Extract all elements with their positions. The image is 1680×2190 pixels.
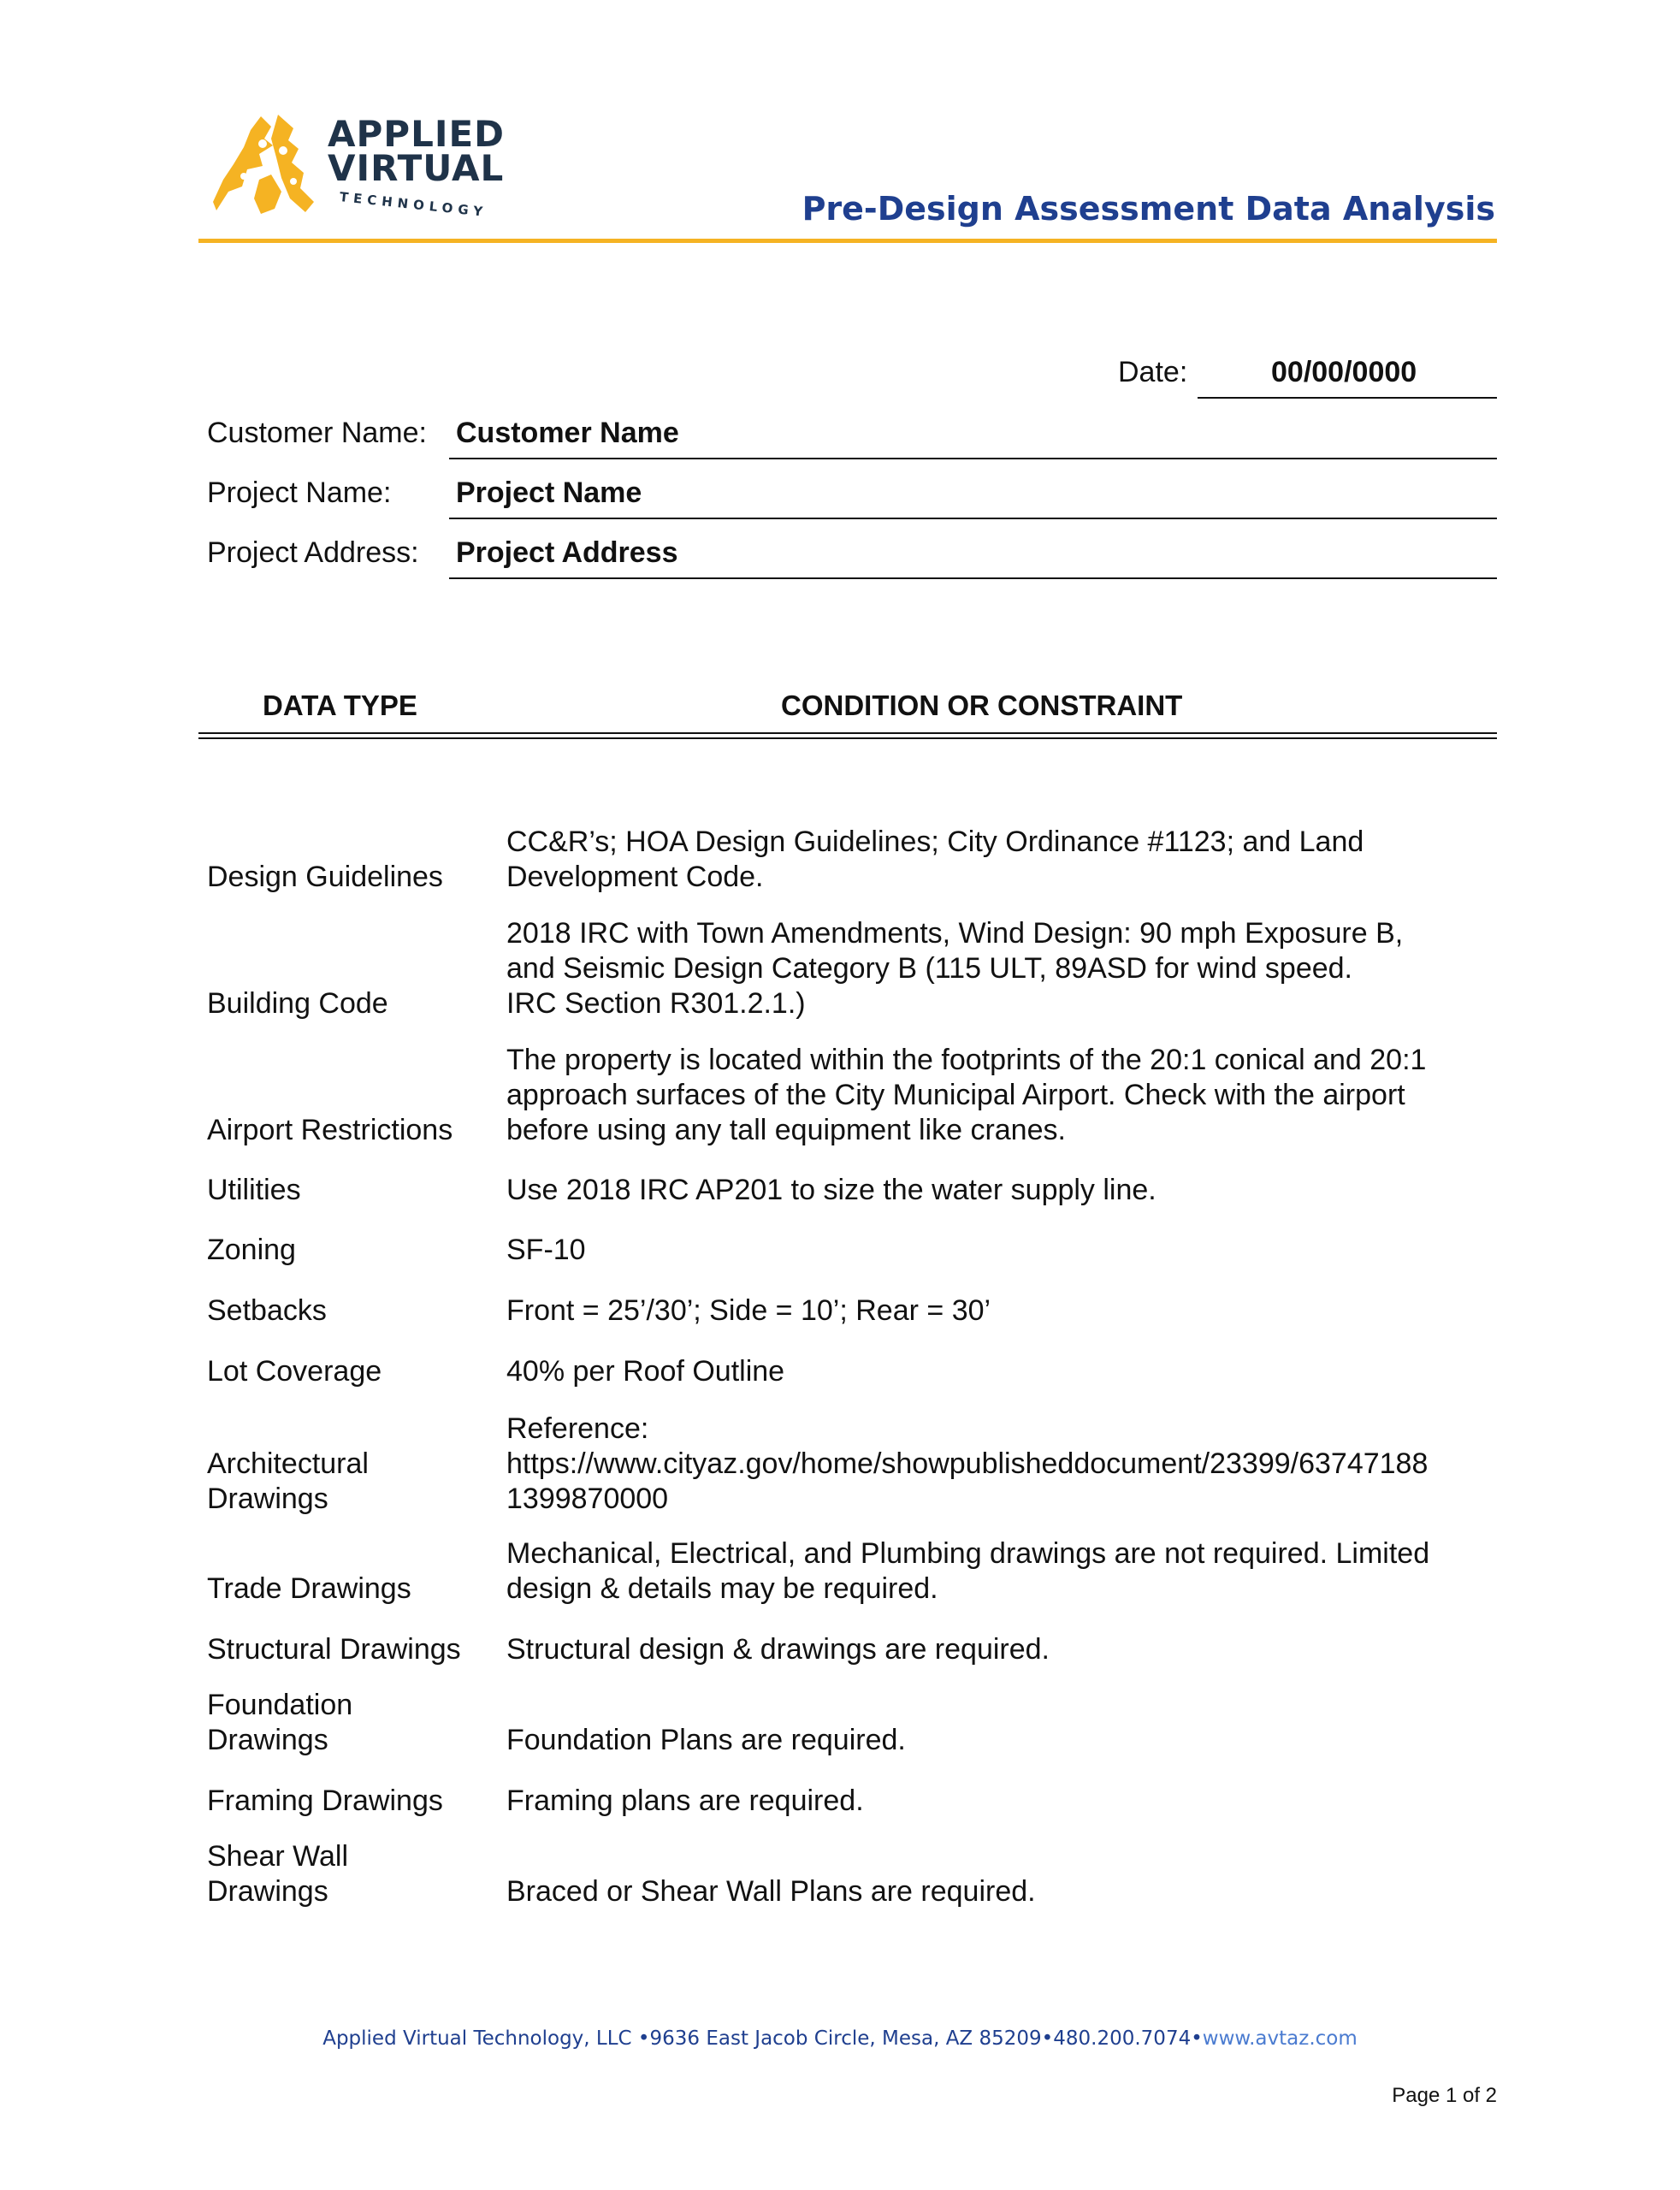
table-row xyxy=(207,1043,1490,1148)
footer-website-link[interactable]: www.avtaz.com xyxy=(1202,2027,1358,2050)
data-type-cell: Zoning xyxy=(207,1234,296,1266)
condition-cell xyxy=(506,1173,1490,1208)
date-label: Date: xyxy=(1118,356,1188,388)
condition-line: 1399870000 xyxy=(506,1483,669,1515)
footer-address: 9636 East Jacob Circle, Mesa, AZ 85209 xyxy=(649,2027,1042,2050)
data-type-cell: Airport Restrictions xyxy=(207,1114,453,1146)
date-value: 00/00/0000 xyxy=(1271,356,1417,388)
data-type-cell: Structural Drawings xyxy=(207,1633,461,1666)
condition-cell xyxy=(506,1723,1490,1758)
data-type-cell: Setbacks xyxy=(207,1294,327,1327)
condition-line: Front = 25’/30’; Side = 10’; Rear = 30’ xyxy=(506,1294,991,1327)
customer-name-value: Customer Name xyxy=(456,417,679,449)
customer-name-underline xyxy=(449,458,1497,459)
table-row xyxy=(207,1839,1490,1909)
column-header-data-type: DATA TYPE xyxy=(263,690,417,721)
column-header-condition: CONDITION OR CONSTRAINT xyxy=(781,690,1183,721)
data-type-line: Shear Wall xyxy=(207,1840,349,1873)
condition-line: Reference: xyxy=(506,1412,649,1445)
condition-cell xyxy=(506,1632,1490,1667)
condition-line: Development Code. xyxy=(506,861,764,893)
logo-text-technology: TECHNOLOGY xyxy=(339,189,488,221)
condition-line: SF-10 xyxy=(506,1234,586,1266)
condition-cell xyxy=(506,1043,1490,1148)
condition-line: design & details may be required. xyxy=(506,1572,938,1605)
project-name-underline xyxy=(449,518,1497,519)
data-type-cell: Lot Coverage xyxy=(207,1355,382,1388)
table-row xyxy=(207,1412,1490,1517)
condition-line: 40% per Roof Outline xyxy=(506,1355,785,1388)
table-row xyxy=(207,1173,1490,1208)
table-row xyxy=(207,1536,1490,1607)
table-row xyxy=(207,1688,1490,1758)
footer-bullet: • xyxy=(637,2027,650,2050)
header-divider xyxy=(198,239,1497,243)
company-logo xyxy=(210,110,518,221)
condition-line: CC&R’s; HOA Design Guidelines; City Ordinance #1123; and Land xyxy=(506,826,1364,858)
condition-line: The property is located within the footprints of the 20:1 conical and 20:1 xyxy=(506,1044,1427,1076)
footer-company: Applied Virtual Technology, LLC xyxy=(322,2027,632,2050)
condition-cell xyxy=(506,916,1490,1021)
condition-line: Use 2018 IRC AP201 to size the water supply line. xyxy=(506,1174,1156,1206)
logo-text-applied: APPLIED xyxy=(328,113,506,155)
table-row xyxy=(207,916,1490,1021)
project-address-label: Project Address: xyxy=(207,536,419,569)
condition-line: Structural design & drawings are required. xyxy=(506,1633,1050,1666)
data-type-cell: Design Guidelines xyxy=(207,861,443,893)
condition-line: IRC Section R301.2.1.) xyxy=(506,987,806,1020)
condition-line: https://www.cityaz.gov/home/showpublisheddocument/23399/63747188 xyxy=(506,1447,1429,1480)
data-type-cell: Utilities xyxy=(207,1174,301,1206)
condition-line: before using any tall equipment like cranes. xyxy=(506,1114,1066,1146)
data-type-cell: Trade Drawings xyxy=(207,1572,411,1605)
condition-line: 2018 IRC with Town Amendments, Wind Design: 90 mph Exposure B, xyxy=(506,917,1404,950)
project-name-label: Project Name: xyxy=(207,476,392,509)
project-name-value: Project Name xyxy=(456,476,642,509)
logo-mark-icon xyxy=(210,110,329,221)
table-header-rule-bottom xyxy=(198,737,1497,739)
condition-cell xyxy=(506,1874,1490,1909)
condition-line: Framing plans are required. xyxy=(506,1785,864,1817)
table-row xyxy=(207,1233,1490,1268)
footer-bullet: • xyxy=(1041,2027,1054,2050)
project-address-underline xyxy=(449,577,1497,579)
project-address-value: Project Address xyxy=(456,536,678,569)
footer-bullet: • xyxy=(1191,2027,1203,2050)
condition-cell xyxy=(506,1354,1490,1389)
data-type-cell xyxy=(207,1447,506,1517)
table-row xyxy=(207,825,1490,895)
table-row xyxy=(207,1354,1490,1389)
condition-cell xyxy=(506,825,1490,895)
document-title: Pre-Design Assessment Data Analysis xyxy=(802,190,1495,228)
data-type-cell xyxy=(207,1839,506,1909)
footer-contact xyxy=(0,2027,1680,2050)
table-header-rule-top xyxy=(198,732,1497,734)
data-type-line: Drawings xyxy=(207,1875,328,1908)
condition-line: Mechanical, Electrical, and Plumbing drawings are not required. Limited xyxy=(506,1537,1430,1570)
logo-text-virtual: VIRTUAL xyxy=(328,147,505,189)
table-row xyxy=(207,1293,1490,1329)
data-type-line: Drawings xyxy=(207,1724,328,1756)
data-type-cell xyxy=(207,1688,506,1758)
condition-cell xyxy=(506,1293,1490,1329)
condition-cell xyxy=(506,1412,1490,1517)
condition-cell xyxy=(506,1784,1490,1819)
condition-line: approach surfaces of the City Municipal Airport. Check with the airport xyxy=(506,1079,1405,1111)
condition-cell xyxy=(506,1233,1490,1268)
customer-name-label: Customer Name: xyxy=(207,417,427,449)
data-type-line: Drawings xyxy=(207,1483,328,1515)
data-type-line: Foundation xyxy=(207,1689,353,1721)
table-row xyxy=(207,1632,1490,1667)
page-number: Page 1 of 2 xyxy=(1392,2084,1497,2107)
condition-cell xyxy=(506,1536,1490,1607)
condition-line: and Seismic Design Category B (115 ULT, 89ASD for wind speed. xyxy=(506,952,1353,985)
table-row xyxy=(207,1784,1490,1819)
date-underline xyxy=(1198,397,1497,399)
condition-line: Braced or Shear Wall Plans are required. xyxy=(506,1875,1036,1908)
data-type-cell: Framing Drawings xyxy=(207,1785,443,1817)
condition-line: Foundation Plans are required. xyxy=(506,1724,906,1756)
footer-phone: 480.200.7074 xyxy=(1053,2027,1192,2050)
data-type-cell: Building Code xyxy=(207,987,388,1020)
data-type-line: Architectural xyxy=(207,1447,369,1480)
